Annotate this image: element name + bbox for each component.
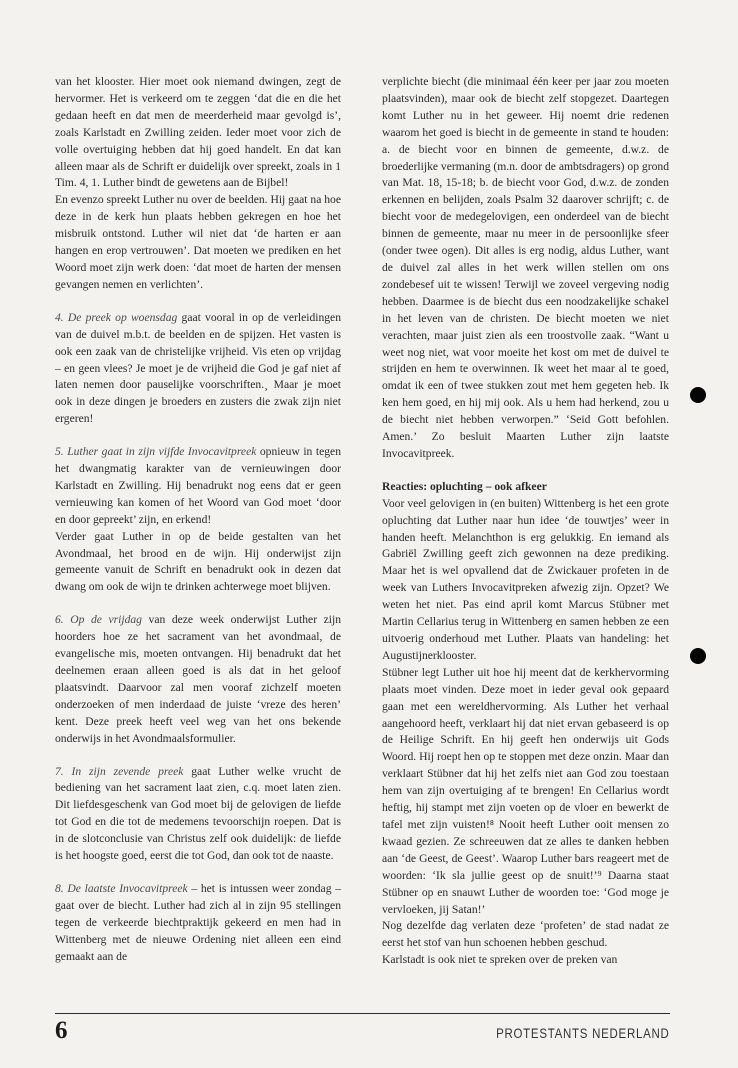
paragraph (55, 310, 341, 428)
publication-name: PROTESTANTS NEDERLAND (496, 1025, 670, 1041)
paragraph: van het klooster. Hier moet ook niemand dwingen, zegt de hervormer. Het is verkeerd om te zeggen ‘dat die en die het gedaan heeft en dat men de meerderheid maar gevolgd is’, zoals Karlstadt en Zwilling zeiden. Ieder moet voor zich de volle overtuiging hebben dat hij goed handelt. En dat kan alleen maar als de Schrift er duidelijk over spreekt, zoals in 1 Tim. 4, 1. Luther bindt de gewetens aan de Bijbel! (55, 75, 341, 190)
paragraph (55, 612, 341, 747)
section-lead: 7. In zijn zevende preek (55, 764, 184, 778)
paragraph-text: – het is intussen weer zondag – gaat over de biecht. Luther had zich al in zijn 95 stellingen tegen de verkeerde biechtpraktijk gekeerd en men had in Wittenberg met de nieuwe Ordening niet alleen een eind gemaakt aan de (55, 881, 341, 963)
section-lead: 8. De laatste Invocavitpreek (55, 881, 188, 895)
page-number: 6 (55, 1017, 68, 1044)
paragraph: Stübner legt Luther uit hoe hij meent dat de kerkhervorming plaats moet vinden. Deze moet in ieder geval ook gepaard gaan met een wereldhervorming. Als Luther het verhaal aangehoord heeft, verklaart hij dat niet ervan gebaseerd is op de Heilige Schrift. En hij geeft hen onderwijs uit Gods Woord. Hij roept hen op te stoppen met deze onzin. Maar dan verklaart Stübner dat hij het zelfs niet aan God zou toestaan hem van zijn overtuiging af te brengen! En Cellarius wordt heftig, hij stampt met zijn voeten op de vloer en bewerkt de tafel met zijn vuisten!⁸ Nooit heeft Luther ooit mensen zo kwaad gezien. Ze schreeuwen dat ze alles te danken hebben aan ‘de Geest, de Geest’. Waarop Luther bars reageert met de woorden: ‘Ik sla jullie geest op de snuit!’⁹ Daarna staat Stübner op en snauwt Luther de woorden toe: ‘God moge je vervloeken, jij Satan!’ (382, 665, 669, 916)
section-heading: Reacties: opluchting – ook afkeer (382, 479, 547, 493)
paragraph (55, 881, 341, 966)
paragraph-text: opnieuw in tegen het dwangmatig karakter van de vernieuwingen door Karlstadt en Zwilling. Hij benadrukt nog eens dat er geen vernieuwing kan komen of het Woord van God moet ‘door en door gepreekt’ zijn, en erkend! (55, 445, 341, 526)
paragraph: verplichte biecht (die minimaal één keer per jaar zou moeten plaatsvinden), maar ook de biecht zelf stopgezet. Daartegen komt Luther nu in het geweer. Hij noemt drie redenen waarom het goed is biecht in de gemeente in stand te houden: a. de biecht voor en binnen de gemeente, d.w.z. de broederlijke vermaning (m.n. door de ambtsdragers) op grond van Mat. 18, 15-18; b. de biecht voor God, d.w.z. de zonden erkennen en belijden, zoals Psalm 32 daarover schrijft; c. de biecht voor de medegelovigen, een onderdeel van de biecht binnen de gemeente, maar nu meer in de persoonlijke sfeer (onder twee ogen). Dit alles is erg nodig, aldus Luther, want de duivel zal alles in het werk willen stellen om ons zondebesef uit te wissen! Terwijl we zoveel vergeving nodig hebben. Daarmee is de biecht dus een noodzakelijke schakel in het leven van de christen. De biecht moeten we niet verachten, maar juist zien als een troostvolle zaak. “Want u weet nog niet, wat voor moeite het kost om met de duivel te strijden en hem te overwinnen. Ik weet het maar al te goed, omdat ik een of twee stukken zout met hem gegeten heb. Ik ken hem goed, en hij mij ook. Als u hem had herkend, zou u de biecht niet hebben verworpen.” ‘Seid Gott befohlen. Amen.’ Zo besluit Maarten Luther zijn laatste Invocavitpreek. (382, 75, 669, 460)
left-column (55, 74, 341, 966)
paragraph: Verder gaat Luther in op de beide gestalten van het Avondmaal, het brood en de wijn. Hij onderwijst zijn gemeente vanuit de Schrift en benadrukt ook in dezen dat dwang om ook de wijn te drinken achterwege moet blijven. (55, 529, 341, 594)
paragraph: Karlstadt is ook niet te spreken over de preken van (382, 953, 618, 967)
right-column (382, 74, 669, 969)
section-lead: 6. Op de vrijdag (55, 613, 142, 627)
paragraph (55, 444, 341, 529)
paragraph-text: gaat Luther welke vrucht de bediening van het sacrament laat zien, c.q. moet laten zien. Dit liefdesgeschenk van God moet bij de gelovigen de liefde tot God en die tot de medemens tevoorschijn roepen. Dat is in de slotconclusie van Christus zelf ook duidelijk: de liefde is het hoogste goed, eerst die tot God, dan ook tot de naaste. (55, 764, 342, 863)
section-lead: 4. De preek op woensdag (55, 310, 178, 324)
paragraph (55, 764, 341, 865)
punch-hole-icon (690, 648, 706, 664)
paragraph: En evenzo spreekt Luther nu over de beelden. Hij gaat na hoe deze in de kerk hun plaats hebben gekregen en hoe het misbruik ontstond. Luther wil niet dat ‘de harten er aan hangen en erop vertrouwen’. Dat moeten we prediken en het Woord moet zijn werk doen: ‘dat moet de harten der mensen gevangen nemen en verlichten’. (55, 193, 341, 291)
paragraph: Voor veel gelovigen in (en buiten) Wittenberg is het een grote opluchting dat Luther naar hun idee ‘de touwtjes’ weer in handen heeft. Melanchthon is erg gelukkig. En iemand als Gabriël Zwilling geeft zich gewonnen na deze prediking. Maar het is wel opvallend dat de Zwickauer profeten in de week van Luthers Invocavitpreken afwezig zijn. Opzet? We weten het niet. Pas eind april komt Marcus Stübner met Martin Cellarius terug in Wittenberg en samen hebben ze een uitvoerig onderhoud met Luther. Plaats van handeling: het Augustijnerklooster. (382, 496, 669, 662)
paragraph-text: van deze week onderwijst Luther zijn hoorders hoe ze het sacrament van het avondmaal, de evangelische mis, moeten ontvangen. Hij benadrukt dat het deelnemen eraan alleen goed is als dat in het geloof plaatsvindt. Daarvoor zal men vooraf zichzelf moeten onderzoeken of men inderdaad de juiste ‘vreze des heren’ kent. Deze preek heeft veel weg van het ons bekende onderwijs in het Avondmaalsformulier. (55, 613, 342, 745)
punch-hole-icon (690, 387, 706, 403)
section-lead: 5. Luther gaat in zijn vijfde Invocavitpreek (55, 445, 257, 459)
footer-divider (55, 1013, 670, 1014)
paragraph-text: gaat vooral in op de verleidingen van de duivel m.b.t. de beelden en de spijzen. Het vasten is ook een zaak van de christelijke vrijheid. Vis eten op vrijdag – en geen vlees? Je moet je de vrijheid die God je gaf niet af laten nemen door pauselijke voorschriften.¸ Maar je moet ook in deze dingen je broeders en zusters die zwak zijn niet ergeren! (55, 310, 341, 426)
paragraph: Nog dezelfde dag verlaten deze ‘profeten’ de stad nadat ze eerst het stof van hun schoenen hebben geschud. (382, 919, 669, 950)
